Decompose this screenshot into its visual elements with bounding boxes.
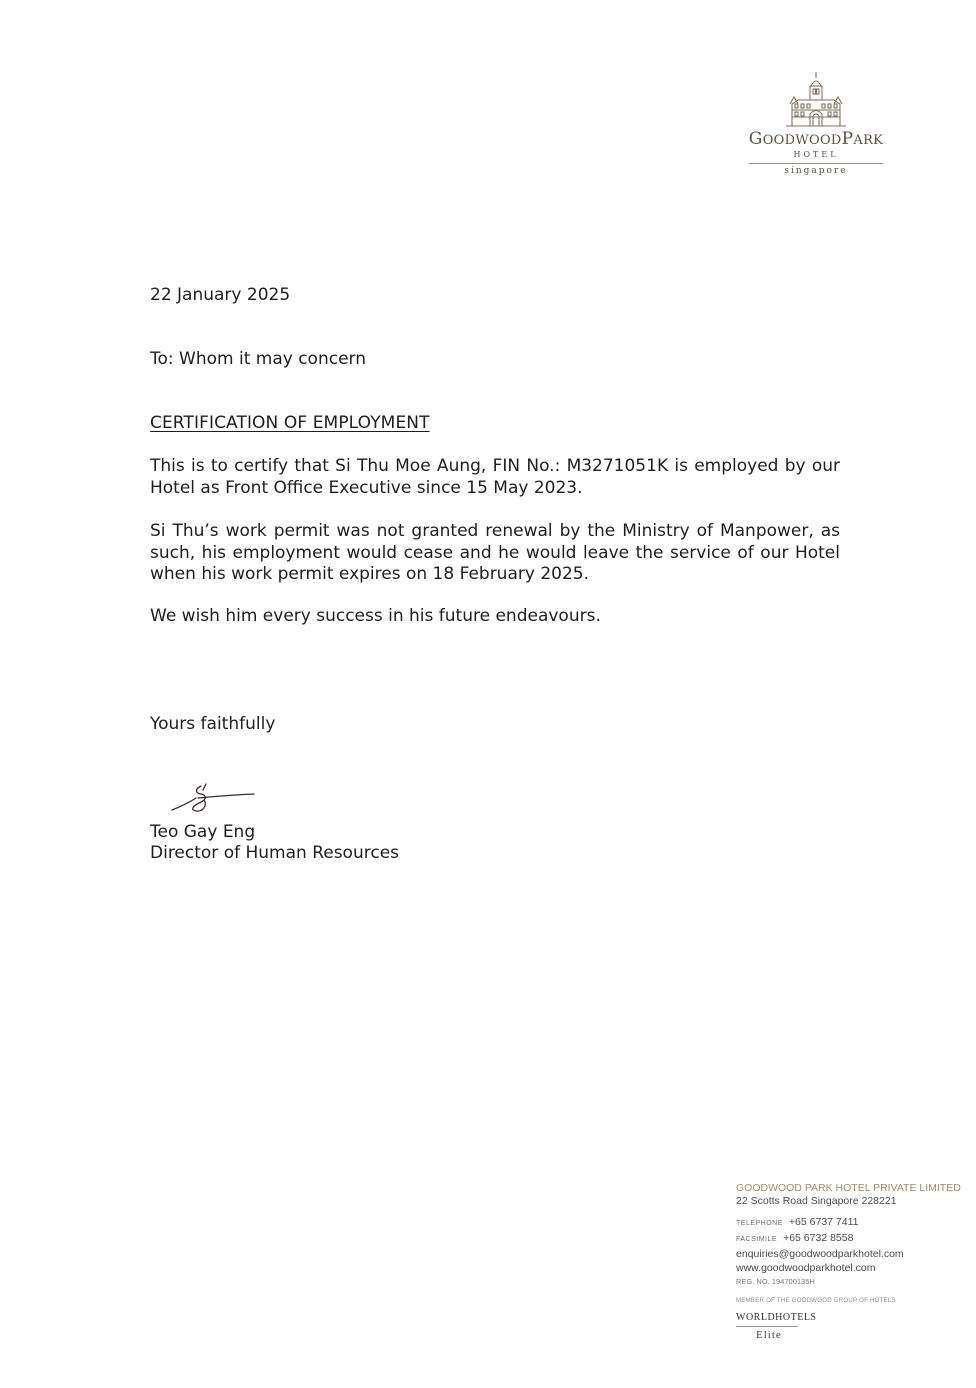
letter-recipient: To: Whom it may concern: [150, 349, 367, 369]
footer-email: enquiries@goodwoodparkhotel.com: [736, 1248, 904, 1260]
paragraph-wishes: We wish him every success in his future endeavours.: [150, 606, 601, 626]
footer-address: 22 Scotts Road Singapore 228221: [736, 1195, 897, 1207]
facsimile-number: +65 6732 8558: [783, 1232, 854, 1244]
paragraph-work-permit: Si Thu’s work permit was not granted renewal by the Ministry of Manpower, as such, his employment would cease and he would leave the service of our Hotel when his work permit expires on 18 February 2025.: [150, 521, 840, 584]
company-footer: [736, 1182, 968, 1341]
telephone-number: +65 6737 7411: [788, 1216, 859, 1228]
signatory-name: Teo Gay Eng: [150, 822, 256, 842]
worldhotels-divider: [736, 1326, 798, 1327]
footer-facsimile: [736, 1231, 968, 1247]
worldhotels-elite: Elite: [756, 1329, 782, 1341]
footer-member-note: MEMBER OF THE GOODWOOD GROUP OF HOTELS: [736, 1298, 896, 1304]
hotel-brand-sub: HOTEL: [793, 150, 839, 159]
letter-date: 22 January 2025: [150, 285, 291, 305]
letter-heading: CERTIFICATION OF EMPLOYMENT: [150, 413, 430, 433]
hotel-building-icon: [784, 70, 848, 128]
signatory-title: Director of Human Resources: [150, 843, 400, 863]
footer-registration: REG. NO. 194700135H: [736, 1277, 815, 1286]
hotel-brand-name: GOODWOODPARK: [748, 129, 884, 149]
facsimile-label: FACSIMILE: [736, 1236, 778, 1243]
hotel-logo: [726, 70, 906, 176]
telephone-label: TELEPHONE: [736, 1220, 783, 1227]
worldhotels-logo: WORLDHOTELS: [736, 1312, 817, 1323]
footer-website: www.goodwoodparkhotel.com: [736, 1262, 876, 1274]
paragraph-certification: This is to certify that Si Thu Moe Aung, FIN No.: M3271051K is employed by our Hotel as Front Office Executive since 15 May 2023.: [150, 456, 840, 498]
brand-divider: [749, 163, 883, 164]
letter-closing: Yours faithfully: [150, 714, 276, 734]
handwritten-signature: [168, 780, 260, 816]
footer-telephone: [736, 1215, 968, 1231]
hotel-brand-city: singapore: [784, 166, 848, 176]
footer-company-name: GOODWOOD PARK HOTEL PRIVATE LIMITED: [736, 1182, 961, 1194]
